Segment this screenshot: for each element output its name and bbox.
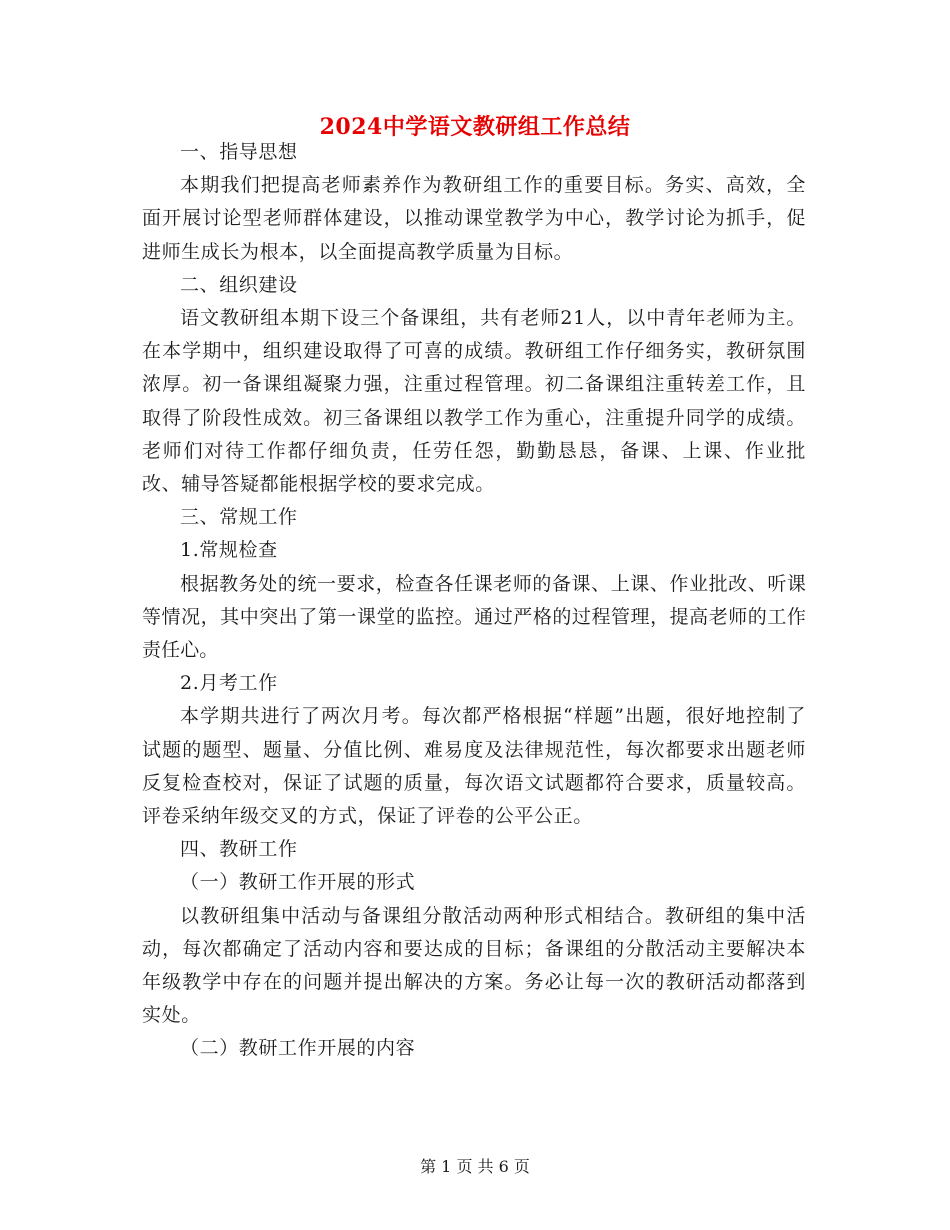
subheading-research-form: （一）教研工作开展的形式 [180, 871, 416, 894]
section-heading-organization: 二、组织建设 [180, 273, 298, 296]
section-heading-guiding-thought: 一、指导思想 [180, 141, 298, 163]
subheading-routine-check: 1.常规检查 [180, 539, 278, 562]
paragraph-guiding-thought: 本期我们把提高老师素养作为教研组工作的重要目标。务实、高效，全面开展讨论型老师群体建设，以推动课堂教学为中心，教学讨论为抓手，促进师生成长为根本，以全面提高教学质量为目标。 [142, 174, 806, 263]
paragraph-research-form: 以教研组集中活动与备课组分散活动两种形式相结合。教研组的集中活动，每次都确定了活动内容和要达成的目标；备课组的分散活动主要解决本年级教学中存在的问题并提出解决的方案。务必让每一次的教研活动都落到实处。 [142, 904, 806, 1027]
paragraph-monthly-exam: 本学期共进行了两次月考。每次都严格根据“样题”出题，很好地控制了试题的题型、题量、分值比例、难易度及法律规范性，每次都要求出题老师反复检查校对，保证了试题的质量，每次语文试题都符合要求，质量较高。评卷采纳年级交叉的方式，保证了评卷的公平公正。 [142, 705, 806, 828]
section-heading-teaching-research: 四、教研工作 [180, 838, 298, 861]
paragraph-organization: 语文教研组本期下设三个备课组，共有老师21人，以中青年老师为主。在本学期中，组织建设取得了可喜的成绩。教研组工作仔细务实，教研氛围浓厚。初一备课组凝聚力强，注重过程管理。初二备课组注重转差工作，且取得了阶段性成效。初三备课组以教学工作为重心，注重提升同学的成绩。老师们对待工作都仔细负责，任劳任怨，勤勤恳恳，备课、上课、作业批改、辅导答疑都能根据学校的要求完成。 [142, 307, 806, 496]
subheading-research-content: （二）教研工作开展的内容 [180, 1037, 416, 1060]
document-title: 2024中学语文教研组工作总结 [319, 114, 631, 140]
page-footer: 第 1 页 共 6 页 [420, 1157, 530, 1176]
subheading-monthly-exam: 2.月考工作 [180, 672, 278, 695]
section-heading-routine-work: 三、常规工作 [180, 506, 298, 529]
paragraph-routine-check: 根据教务处的统一要求，检查各任课老师的备课、上课、作业批改、听课等情况，其中突出了第一课堂的监控。通过严格的过程管理，提高老师的工作责任心。 [142, 572, 806, 662]
document-body [142, 136, 806, 1066]
